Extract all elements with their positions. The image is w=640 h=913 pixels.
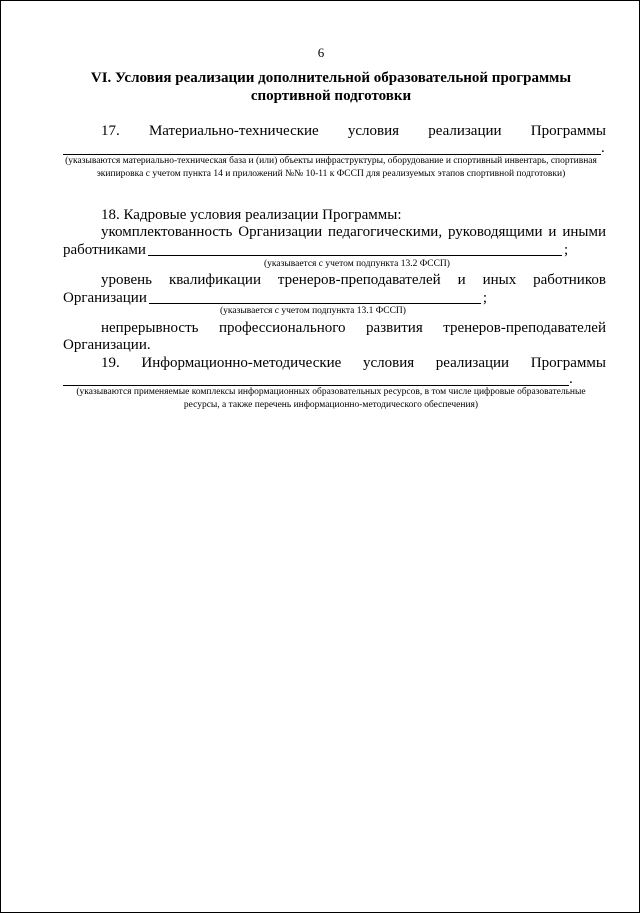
development-end: Организации.	[63, 337, 151, 353]
item-17-note: (указываются материально-техническая база и (или) объекты инфраструктуры, оборудование и спортивный инвентарь, спортивная экипировка с учетом пункта 14 и приложений №№ 10-11 к ФССП для реализуемых этапов спортивной подготовки)	[65, 156, 597, 179]
page-number: 6	[317, 45, 325, 60]
development-word: развития	[366, 320, 423, 336]
item-18-heading: 18. Кадровые условия реализации Программы:	[101, 207, 402, 223]
item-17-word: Программы	[530, 123, 606, 139]
qualification-label: Организации	[63, 290, 147, 306]
staffing-line	[101, 223, 606, 241]
staffing-word: педагогическими,	[328, 224, 443, 240]
item-19-line	[101, 354, 606, 372]
staffing-blank-row	[63, 241, 606, 259]
item-19-word: Информационно-методические	[141, 355, 342, 371]
qualification-word: работников	[533, 272, 606, 288]
staffing-word: Организации	[238, 224, 323, 240]
section-title-line-2: спортивной подготовки	[250, 88, 412, 104]
item-19-period: .	[569, 371, 573, 387]
section-title-line-1: VI. Условия реализации дополнительной образовательной программы	[90, 70, 572, 86]
item-17-word: условия	[347, 123, 400, 139]
development-word: непрерывность	[101, 320, 199, 336]
qualification-word: уровень	[101, 272, 153, 288]
development-line	[101, 319, 606, 337]
item-19-word: реализации	[435, 355, 510, 371]
qualification-word: тренеров-преподавателей	[277, 272, 441, 288]
item-19-word: условия	[362, 355, 415, 371]
qualification-word: и	[457, 272, 466, 288]
staffing-semicolon: ;	[563, 242, 569, 258]
staffing-blank-line	[148, 241, 562, 256]
staffing-word: и	[548, 224, 557, 240]
qualification-line	[101, 271, 606, 289]
item-17-word: реализации	[428, 123, 502, 139]
item-19-word: Программы	[530, 355, 606, 371]
development-word: тренеров-преподавателей	[443, 320, 606, 336]
staffing-word: руководящими	[447, 224, 543, 240]
item-17-line	[101, 122, 606, 140]
qualification-word: иных	[482, 272, 517, 288]
staffing-word: иными	[562, 224, 606, 240]
item-17-number: 17.	[101, 123, 120, 139]
staffing-note: (указывается с учетом подпункта 13.2 ФССП)	[264, 259, 450, 269]
item-19-note: (указываются применяемые комплексы информационных образовательных ресурсов, в том числе цифровые образовательные ресурсы, а также перечень информационно-методического обеспечения)	[76, 387, 586, 410]
development-word: профессионального	[218, 320, 346, 336]
qualification-blank-line	[149, 289, 481, 304]
qualification-word: квалификации	[168, 272, 261, 288]
item-17-word: Материально-технические	[148, 123, 319, 139]
qualification-semicolon: ;	[482, 290, 488, 306]
staffing-label: работниками	[63, 242, 146, 258]
staffing-word: укомплектованность	[101, 224, 233, 240]
qualification-note: (указывается с учетом подпункта 13.1 ФССП)	[220, 306, 406, 316]
item-17-period: .	[601, 140, 605, 156]
item-19-number: 19.	[101, 355, 120, 371]
